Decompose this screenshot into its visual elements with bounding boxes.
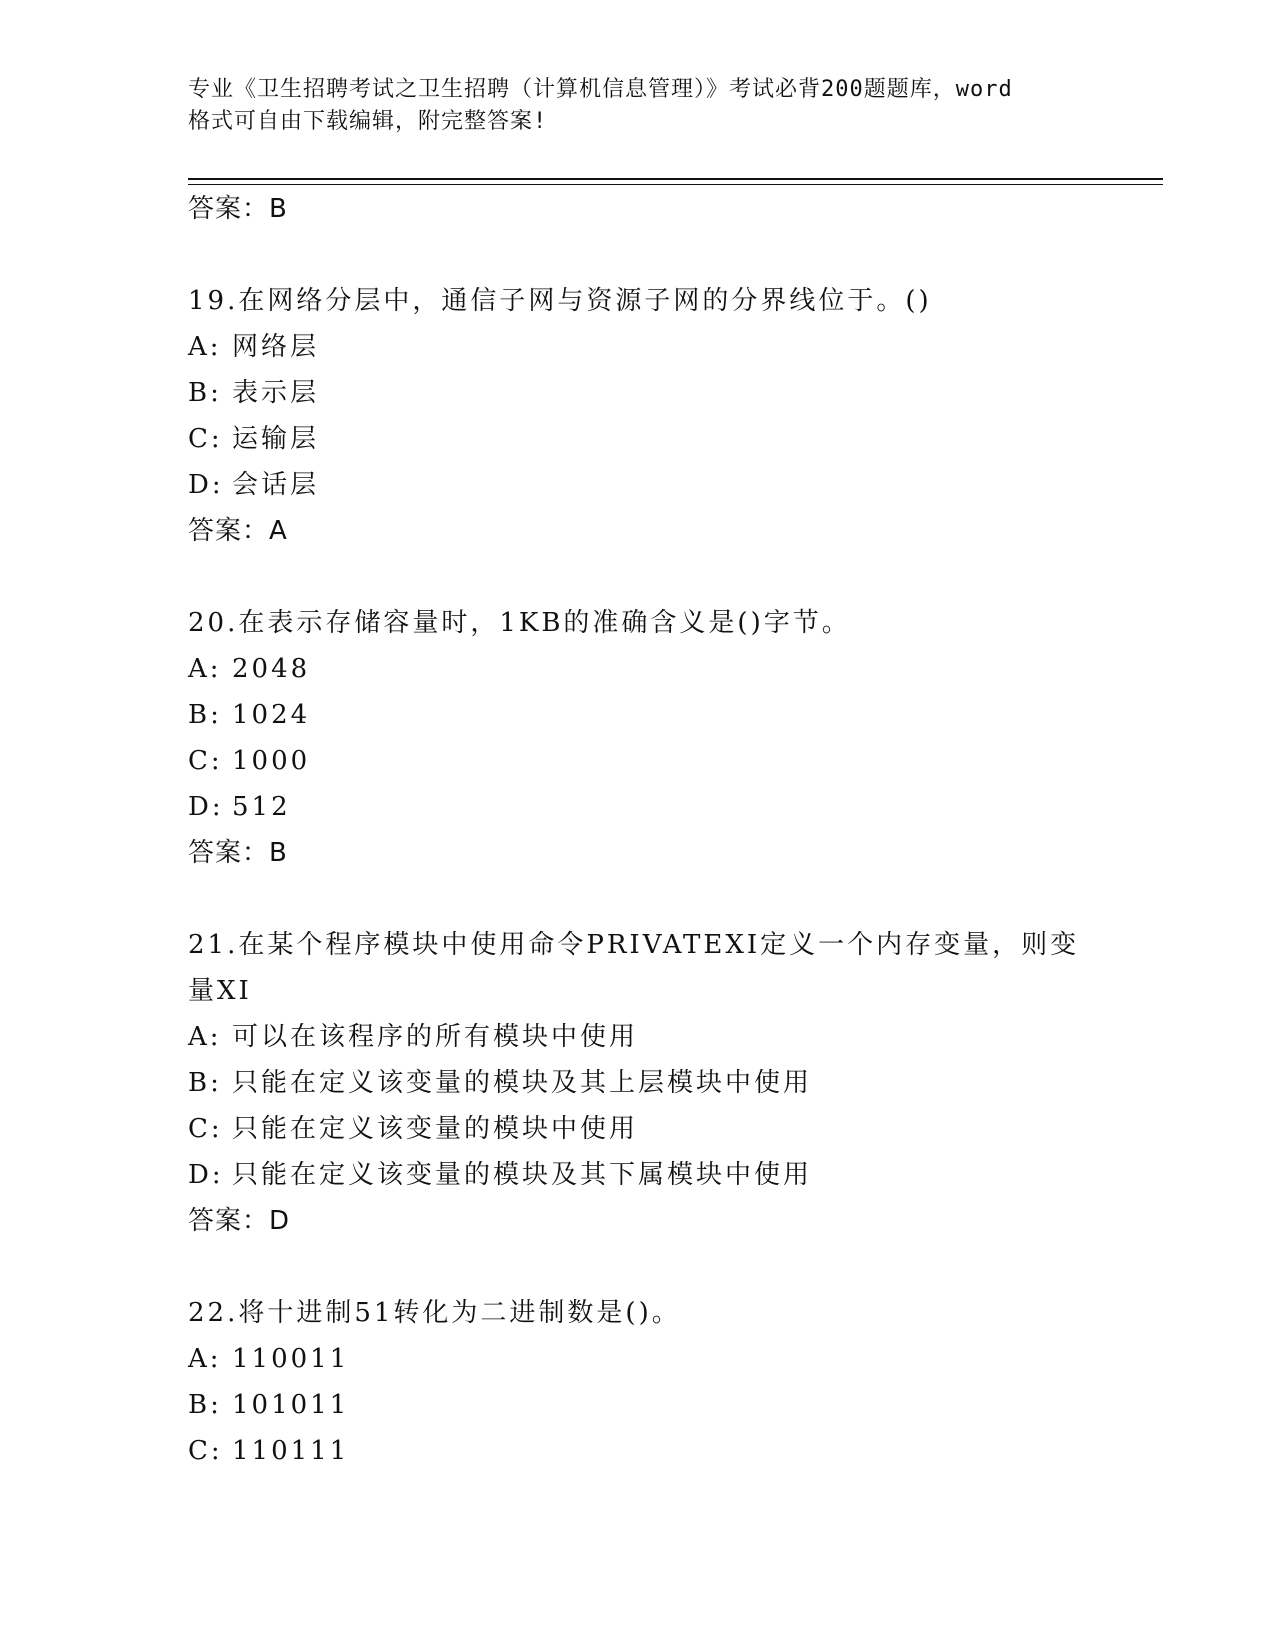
option-text: 网络层 (232, 332, 320, 362)
answer-option (188, 1152, 1108, 1198)
answer-option (188, 462, 1108, 508)
question-text: 22.将十进制51转化为二进制数是()。 (188, 1298, 681, 1328)
option-letter: A: (188, 1344, 222, 1374)
answer-option (188, 1382, 1108, 1428)
answer-option (188, 1106, 1108, 1152)
question-block (188, 922, 1108, 1244)
option-text: 110111 (232, 1436, 350, 1466)
answer-option (188, 738, 1108, 784)
answer-option (188, 416, 1108, 462)
answer-option (188, 1336, 1108, 1382)
option-letter: A: (188, 1022, 222, 1052)
answer-option (188, 1014, 1108, 1060)
question-text: 19.在网络分层中，通信子网与资源子网的分界线位于。() (188, 286, 932, 316)
question-block (188, 278, 1108, 554)
option-letter: B: (188, 1390, 222, 1420)
answer-option (188, 370, 1108, 416)
header-line-2: 格式可自由下载编辑，附完整答案! (188, 109, 548, 134)
option-text: 表示层 (232, 378, 320, 408)
answer-option (188, 324, 1108, 370)
option-text: 512 (232, 792, 291, 822)
question-block (188, 600, 1108, 876)
question-text: 20.在表示存储容量时，1KB的准确含义是()字节。 (188, 608, 851, 638)
option-text: 只能在定义该变量的模块及其上层模块中使用 (232, 1068, 813, 1098)
option-letter: D: (188, 1160, 224, 1190)
option-letter: C: (188, 1436, 223, 1466)
answer-line: 答案：B (188, 194, 288, 224)
question-text: 21.在某个程序模块中使用命令PRIVATEXI定义一个内存变量，则变量XI (188, 930, 1080, 1006)
answer-line: 答案：D (188, 1206, 291, 1236)
questions-container (188, 278, 1108, 1474)
header-line-1: 专业《卫生招聘考试之卫生招聘（计算机信息管理）》考试必背200题题库，word (188, 77, 1013, 102)
option-letter: D: (188, 792, 224, 822)
document-header (188, 74, 1088, 138)
answer-option (188, 1428, 1108, 1474)
answer-line: 答案：A (188, 516, 288, 546)
option-letter: B: (188, 378, 222, 408)
answer-option (188, 692, 1108, 738)
option-letter: C: (188, 746, 223, 776)
option-text: 运输层 (232, 424, 320, 454)
option-text: 会话层 (232, 470, 320, 500)
option-letter: D: (188, 470, 224, 500)
question-block (188, 1290, 1108, 1474)
option-text: 2048 (232, 654, 311, 684)
header-rule-thin (188, 184, 1163, 185)
option-text: 只能在定义该变量的模块中使用 (232, 1114, 639, 1144)
answer-option (188, 1060, 1108, 1106)
option-text: 只能在定义该变量的模块及其下属模块中使用 (232, 1160, 813, 1190)
option-letter: A: (188, 654, 222, 684)
option-text: 101011 (232, 1390, 350, 1420)
option-text: 可以在该程序的所有模块中使用 (232, 1022, 639, 1052)
header-rule-thick (188, 178, 1163, 180)
answer-line: 答案：B (188, 838, 288, 868)
option-letter: B: (188, 700, 222, 730)
answer-option (188, 784, 1108, 830)
option-text: 1000 (232, 746, 311, 776)
option-letter: B: (188, 1068, 222, 1098)
question-list (188, 186, 1108, 1474)
option-text: 110011 (232, 1344, 350, 1374)
answer-option (188, 646, 1108, 692)
option-text: 1024 (232, 700, 311, 730)
option-letter: C: (188, 424, 223, 454)
option-letter: C: (188, 1114, 223, 1144)
option-letter: A: (188, 332, 222, 362)
